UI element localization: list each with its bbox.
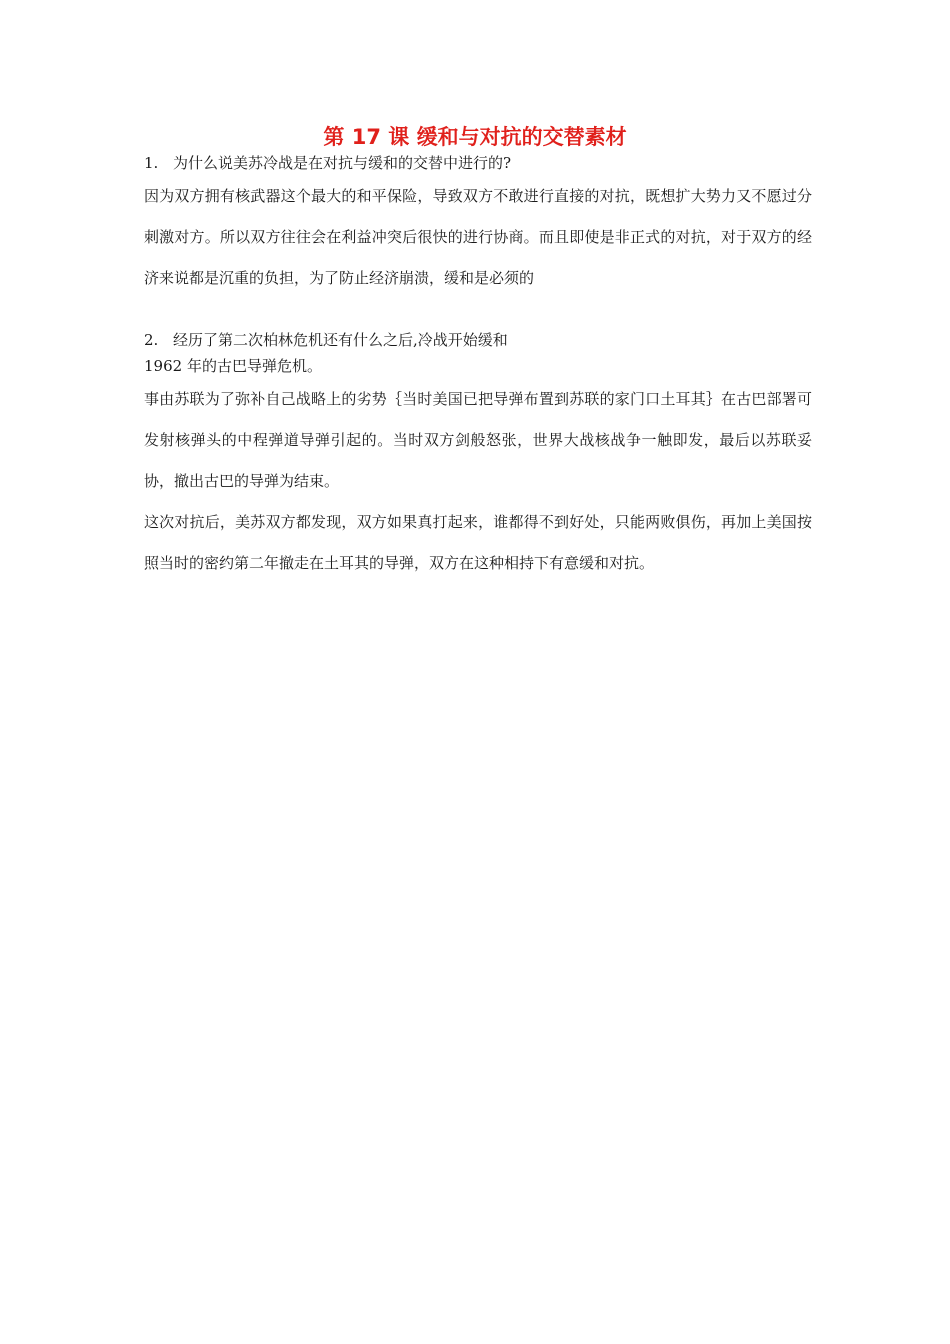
answer-2-paragraph-1: 事由苏联为了弥补自己战略上的劣势｛当时美国已把导弹布置到苏联的家门口土耳其｝在古巴部署可发射核弹头的中程弹道导弹引起的。当时双方剑般怒张，世界大战核战争一触即发，最后以苏联妥协，撤出古巴的导弹为结束。 bbox=[144, 390, 812, 490]
document-body bbox=[144, 150, 812, 584]
answer-1: 因为双方拥有核武器这个最大的和平保险，导致双方不敢进行直接的对抗，既想扩大势力又不愿过分刺激对方。所以双方往往会在利益冲突后很快的进行协商。而且即使是非正式的对抗，对于双方的经济来说都是沉重的负担，为了防止经济崩溃，缓和是必须的 bbox=[144, 187, 812, 287]
question-2-number: 2. bbox=[144, 331, 159, 349]
section-spacer bbox=[144, 299, 812, 327]
question-1-text: 为什么说美苏冷战是在对抗与缓和的交替中进行的? bbox=[173, 154, 512, 172]
question-2-text: 经历了第二次柏林危机还有什么之后,冷战开始缓和 bbox=[173, 331, 508, 349]
question-1-number: 1. bbox=[144, 154, 159, 172]
answer-2-lead: 1962 年的古巴导弹危机。 bbox=[144, 357, 322, 375]
question-1 bbox=[144, 150, 812, 176]
answer-2-paragraph-2: 这次对抗后，美苏双方都发现，双方如果真打起来，谁都得不到好处，只能两败俱伤，再加上美国按照当时的密约第二年撤走在土耳其的导弹，双方在这种相持下有意缓和对抗。 bbox=[144, 513, 812, 572]
page-title: 第 17 课 缓和与对抗的交替素材 bbox=[323, 125, 627, 149]
question-2 bbox=[144, 327, 812, 353]
